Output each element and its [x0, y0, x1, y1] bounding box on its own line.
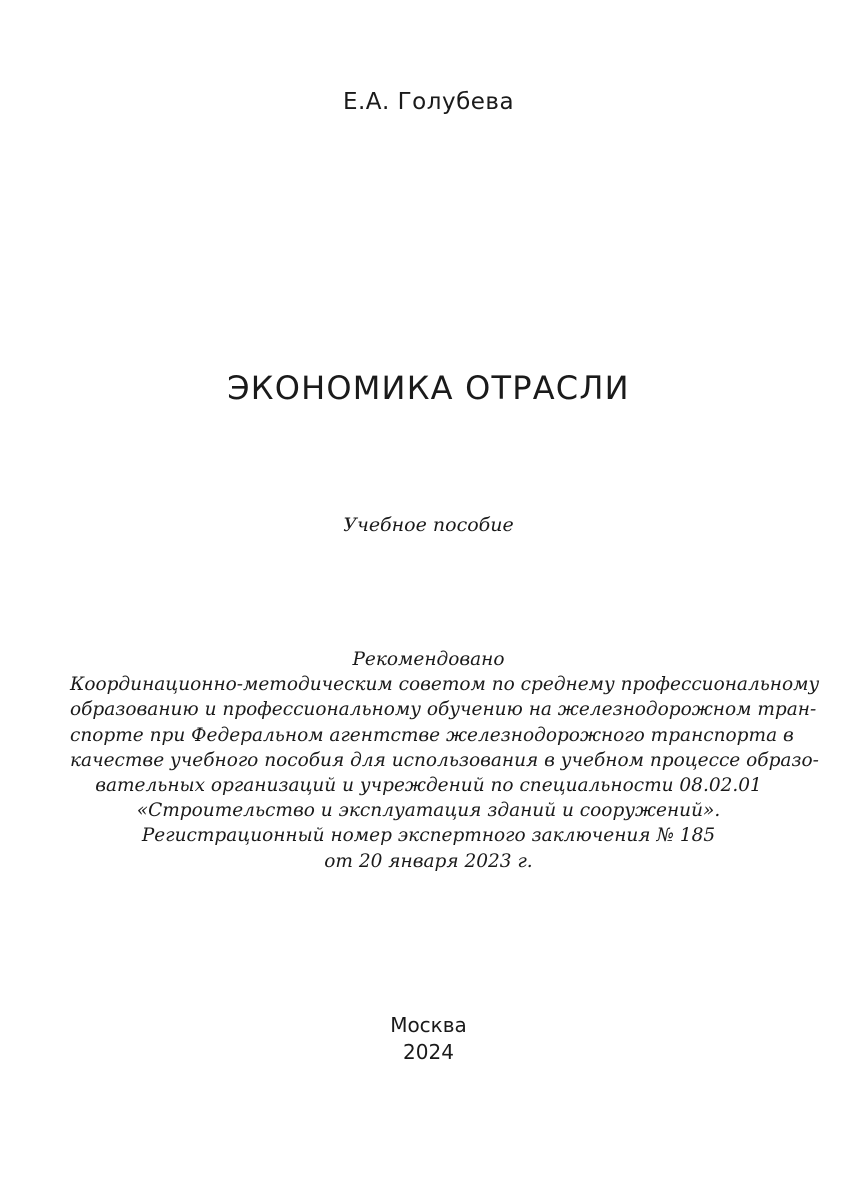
approval-line: «Строительство и эксплуатация зданий и сооружений». [136, 800, 721, 822]
publication-year: 2024 [403, 1040, 454, 1064]
approval-line: Регистрационный номер экспертного заключения № 185 [141, 825, 716, 847]
approval-line: вательных организаций и учреждений по специальности 08.02.01 [95, 775, 762, 797]
book-title: ЭКОНОМИКА ОТРАСЛИ [227, 369, 630, 407]
publication-city: Москва [390, 1013, 467, 1037]
approval-line: Координационно-методическим советом по среднему профессиональному [70, 674, 820, 696]
imprint [0, 1012, 857, 1066]
approval-line: Рекомендовано [352, 649, 505, 670]
approval-line: от 20 января 2023 г. [324, 850, 533, 872]
approval-line: образованию и профессиональному обучению на железнодорожном тран- [70, 699, 817, 721]
approval-notice [70, 647, 820, 874]
book-type: Учебное пособие [343, 514, 514, 536]
approval-line: спорте при Федеральном агентстве железнодорожного транспорта в [70, 724, 794, 746]
author-name: Е.А. Голубева [342, 89, 515, 115]
approval-line: качестве учебного пособия для использования в учебном процессе образо- [70, 749, 819, 771]
